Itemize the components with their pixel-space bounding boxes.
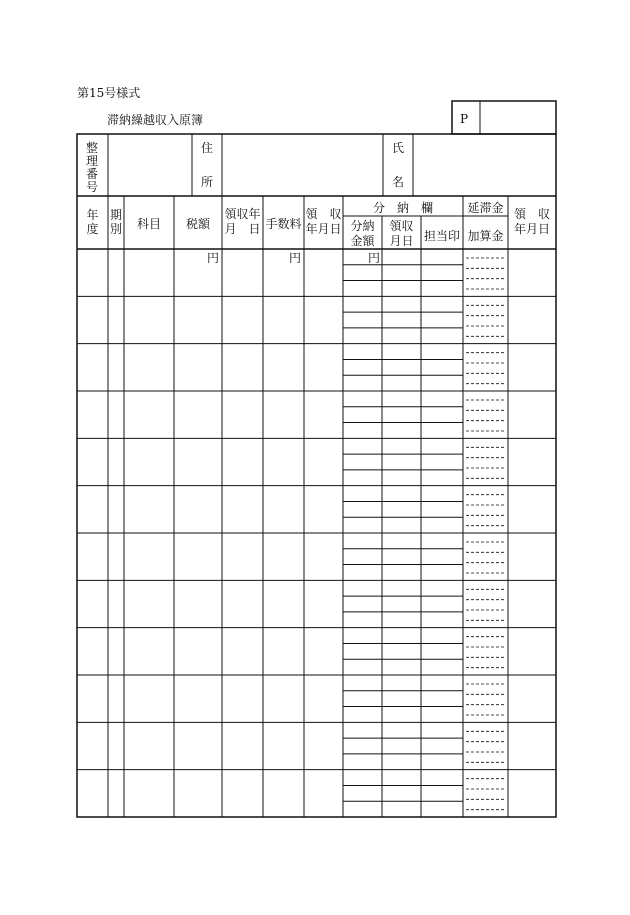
unit-zeigaku: 円 xyxy=(207,251,220,265)
header-entaikin: 延滞金 xyxy=(467,201,504,215)
shimei-label-1: 氏 xyxy=(391,141,404,155)
header-ryoshu-nengappi-1: 領収年 月 日 xyxy=(224,207,261,236)
unit-tesuryo: 円 xyxy=(289,251,302,265)
header-kamoku: 科目 xyxy=(136,217,161,231)
header-tesuryo: 手数料 xyxy=(265,217,302,231)
header-bunno-kingaku: 分納 金額 xyxy=(350,219,375,248)
header-nendo: 年 度 xyxy=(86,208,99,236)
header-bunno-ryoshu: 領収 月日 xyxy=(389,219,414,248)
jusho-label-2: 所 xyxy=(200,175,213,189)
header-bunno-ran: 分 納 欄 xyxy=(372,201,433,215)
header-ryoshu-nengappi-2: 領 収 年月日 xyxy=(305,207,342,236)
header-tanto-in: 担当印 xyxy=(423,229,460,243)
page-label: P xyxy=(460,112,469,126)
shimei-label-2: 名 xyxy=(391,175,404,189)
unit-bunno-kingaku: 円 xyxy=(368,251,381,265)
form-number: 第15号様式 xyxy=(77,86,141,100)
form-title: 滞納繰越収入原簿 xyxy=(107,113,204,127)
jusho-label-1: 住 xyxy=(200,141,213,155)
header-kibetsu: 期 別 xyxy=(109,208,122,236)
header-kasankin: 加算金 xyxy=(467,229,504,243)
header-ryoshu-nengappi-3: 領 収 年月日 xyxy=(513,207,550,236)
header-zeigaku: 税額 xyxy=(185,217,210,231)
